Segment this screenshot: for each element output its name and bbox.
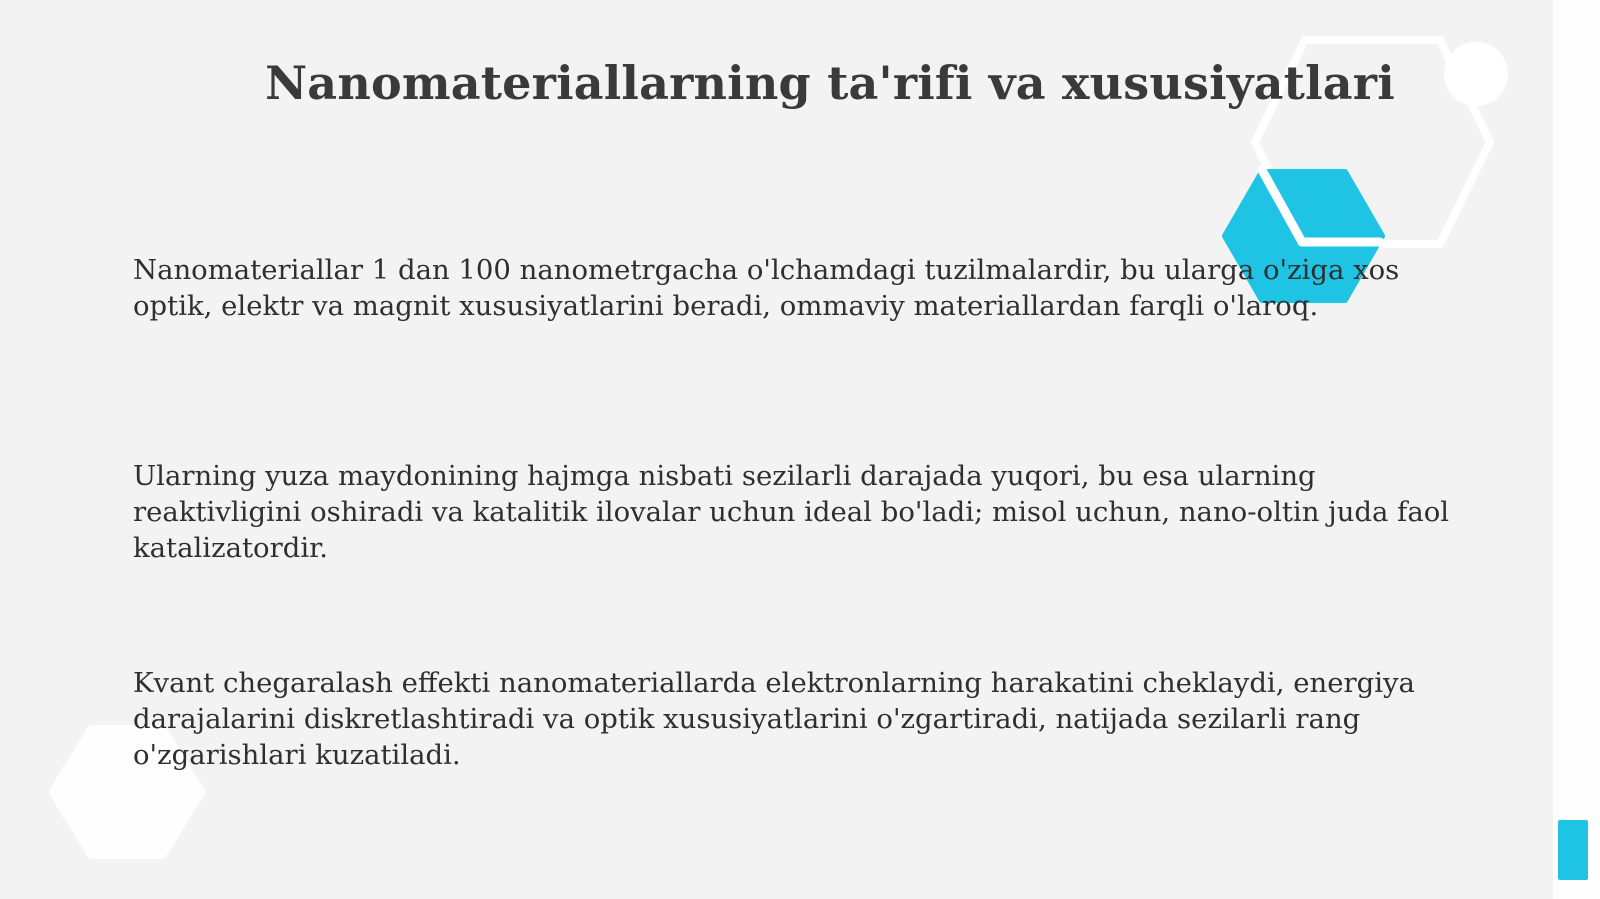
slide-title: Nanomateriallarning ta'rifi va xususiyatlari xyxy=(265,56,1395,110)
paragraph-3: Kvant chegaralash effekti nanomateriallarda elektronlarning harakatini cheklaydi, energiya darajalarini diskretlashtiradi va optik xususiyatlarini o'zgartiradi, natijada sezilarli rang o'zgarishlari kuzatiladi. xyxy=(133,667,1415,771)
paragraph-1: Nanomateriallar 1 dan 100 nanometrgacha o'lchamdagi tuzilmalardir, bu ularga o'ziga xos optik, elektr va magnit xususiyatlarini beradi, ommaviy materiallardan farqli o'laroq. xyxy=(133,254,1400,322)
window-right-strip xyxy=(1553,0,1600,899)
paragraph-2: Ularning yuza maydonining hajmga nisbati sezilarli darajada yuqori, bu esa ularning reaktivligini oshiradi va katalitik ilovalar uchun ideal bo'ladi; misol uchun, nano-oltin juda faol katalizatordir. xyxy=(133,460,1450,564)
accent-tab xyxy=(1558,820,1588,880)
